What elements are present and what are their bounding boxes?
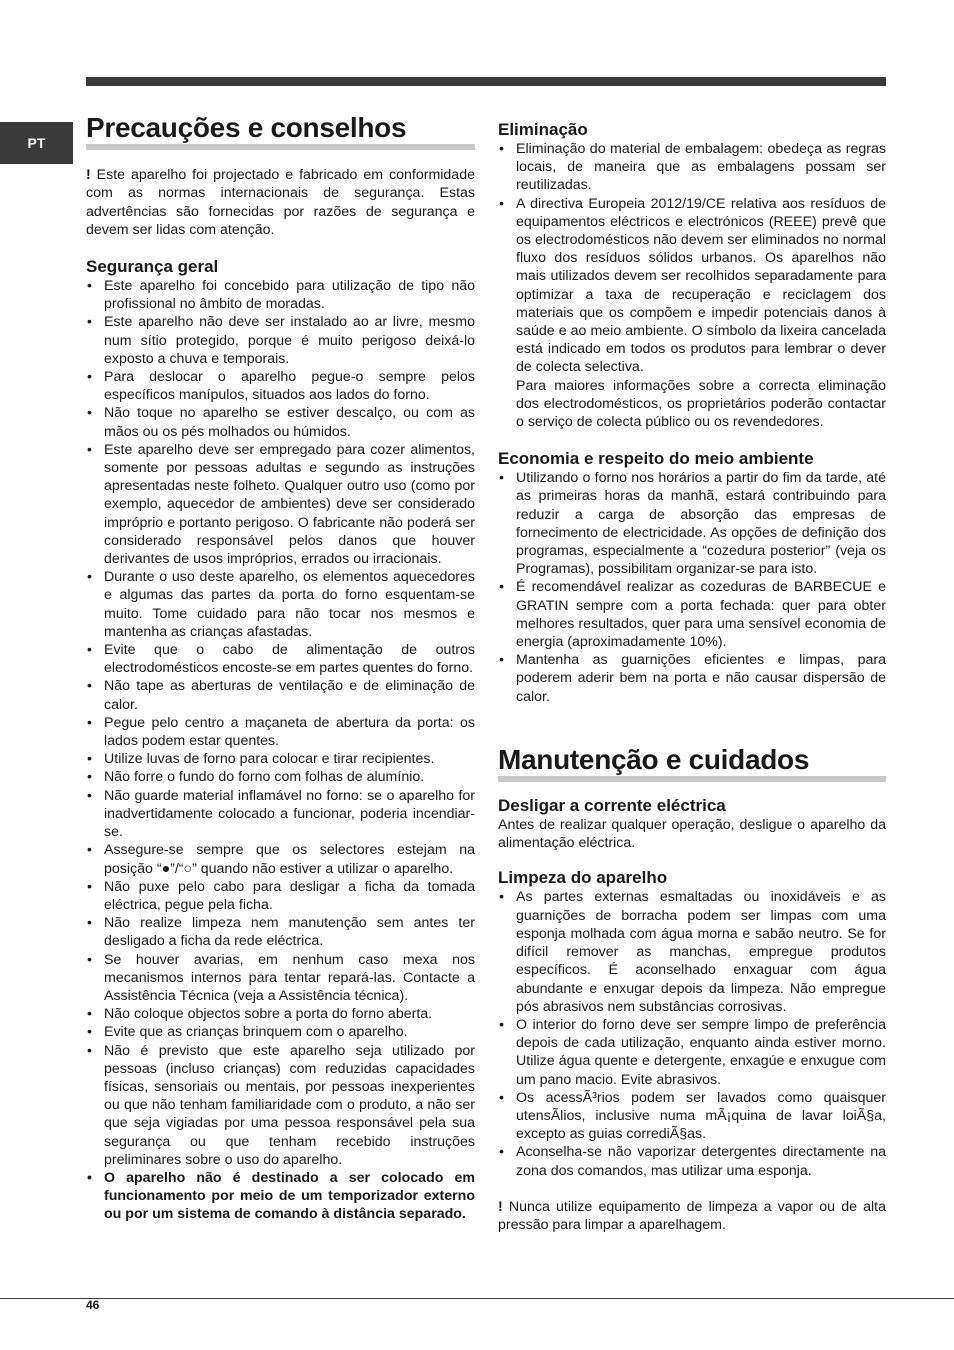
header-bar: [86, 77, 886, 86]
disposal-list: [498, 140, 886, 431]
list-item: • Utilizando o forno nos horários a partir do fim da tarde, até as primeiras horas da manhã, estará contribuindo para reduzir a carga de absorção das empresas de fornecimento de electricidade. As opções de definição dos programas, especialmente a “cozedura posterior” (veja os Programas), possibilitam organizar-se para isto.: [499, 470, 886, 578]
section-title-precautions: Precauções e conselhos: [86, 112, 475, 150]
page-number: 46: [86, 1298, 100, 1312]
safety-list: [86, 277, 475, 1224]
list-item: • Este aparelho deve ser empregado para cozer alimentos, somente por pessoas adultas e segundo as instruções apresentadas neste folheto. Qualquer outro uso (como por exemplo, aquecedor de ambientes) deve ser considerado impróprio e portanto perigoso. O fabricante não poderá ser considerado responsável pelos danos que houver derivantes de usos impróprios, errados ou irracionais.: [87, 441, 475, 568]
list-item: • Não é previsto que este aparelho seja utilizado por pessoas (incluso crianças) com reduzidas capacidades físicas, sensoriais ou mentais, por pessoas inexperientes ou que não tenham familiaridade com o produto, a não ser que seja vigiadas por uma pessoa responsável pela sua segurança ou que tenham recebido instruções preliminares sobre o uso do aparelho.: [87, 1042, 475, 1168]
list-item: • Não realize limpeza nem manutenção sem antes ter desligado a ficha da rede eléctrica.: [87, 915, 475, 950]
list-item: • As partes externas esmaltadas ou inoxidáveis e as guarnições de borracha podem ser limpas com uma esponja molhada com água morna e sabão neutro. Se for difícil remover as manchas, empregue produtos específicos. É aconselhado enxaguar com água abundante e enxugar depois da limpeza. Não empregue pós abrasivos nem substâncias corrosivas.: [499, 889, 886, 1015]
list-item: • Assegure-se sempre que os selectores estejam na posição “●”/“○” quando não estiver a utilizar o aparelho.: [87, 842, 475, 877]
power-off-text: Antes de realizar qualquer operação, desligue o aparelho da alimentação eléctrica.: [498, 817, 886, 852]
list-item: • Os acessÃ³rios podem ser lavados como quaisquer utensÃlios, inclusive numa mÃ¡quina de lavar loiÃ§a, excepto as guias corrediÃ§as.: [499, 1089, 886, 1143]
heading-general-safety: Segurança geral: [86, 257, 219, 276]
list-item: • Utilize luvas de forno para colocar e tirar recipientes.: [87, 751, 435, 768]
heading-economy: Economia e respeito do meio ambiente: [498, 449, 814, 469]
section-title-maintenance: Manutenção e cuidados: [498, 744, 886, 782]
left-column: [86, 112, 475, 1224]
intro-text: Este aparelho foi projectado e fabricado em conformidade com as normas internacionais de segurança. Estas advertências são fornecidas por razões de segurança e devem ser lidas com atenção.: [86, 167, 475, 238]
list-item: • Aconselha-se não vaporizar detergentes directamente na zona dos comandos, mas utilizar uma esponja.: [499, 1144, 886, 1179]
list-item: • Não forre o fundo do forno com folhas de alumínio.: [87, 769, 425, 786]
list-item: • Evite que o cabo de alimentação de outros electrodomésticos encoste-se em partes quentes do forno.: [87, 642, 475, 677]
list-item: • Mantenha as guarnições eficientes e limpas, para poderem aderir bem na porta e não causar dispersão de calor.: [499, 652, 886, 705]
list-item: • Eliminação do material de embalagem: obedeça as regras locais, de maneira que as embalagens possam ser reutilizadas.: [499, 141, 886, 194]
steam-warning: [498, 1198, 886, 1234]
steam-warning-text: Nunca utilize equipamento de limpeza a vapor ou de alta pressão para limpar a aparelhagem.: [498, 1198, 886, 1233]
list-item: • Não coloque objectos sobre a porta do forno aberta.: [87, 1006, 433, 1023]
list-item-continuation: Para maiores informações sobre a correcta eliminação dos electrodomésticos, os proprietários poderão contactar o serviço de colecta público ou os revendedores.: [516, 377, 886, 431]
heading-power-off: Desligar a corrente eléctrica: [498, 796, 726, 816]
heading-disposal: Eliminação: [498, 120, 588, 139]
list-item: • A directiva Europeia 2012/19/CE relativa aos resíduos de equipamentos eléctricos e electrónicos (REEE) prevê que os electrodomésticos não devem ser eliminados no normal fluxo dos resíduos sólidos urbanos. Os aparelhos não mais utilizados devem ser recolhidos separadamente para optimizar a taxa de recuperação e reciclagem dos materiais que os compõem e impedir potenciais danos à saúde e ao meio ambiente. O símbolo da lixeira cancelada está indicado em todos os produtos para lembrar o dever de colecta selectiva.: [499, 195, 886, 376]
list-item: • É recomendável realizar as cozeduras de BARBECUE e GRATIN sempre com a porta fechada: quer para obter melhores resultados, quer para uma sensível economia de energia (aproximadamente 10%).: [499, 579, 886, 651]
cleaning-list: [498, 888, 886, 1179]
list-item: • Não puxe pelo cabo para desligar a ficha da tomada eléctrica, pegue pela ficha.: [87, 878, 475, 913]
list-item: • Não toque no aparelho se estiver descalço, ou com as mãos ou os pés molhados ou húmidos.: [87, 405, 475, 440]
heading-cleaning: Limpeza do aparelho: [498, 868, 668, 888]
list-item: • Pegue pelo centro a maçaneta de abertura da porta: os lados podem estar quentes.: [87, 714, 475, 750]
economy-list: [498, 469, 886, 706]
footer-rule: [0, 1298, 954, 1299]
right-column: [498, 112, 886, 1234]
list-item: • O interior do forno deve ser sempre limpo de preferência depois de cada utilização, enquanto ainda estiver morno. Utilize água quente e detergente, enxagúe e enxugue com um pano macio. Evite abrasivos.: [499, 1016, 886, 1088]
list-item: • Não guarde material inflamável no forno: se o aparelho for inadvertidamente colocado a funcionar, poderia incendiar-se.: [87, 787, 475, 841]
warning-mark: !: [498, 1198, 503, 1215]
list-item-bold: • O aparelho não é destinado a ser colocado em funcionamento por meio de um temporizador externo ou por um sistema de comando à distância separado.: [87, 1169, 475, 1223]
intro-paragraph: [86, 166, 475, 239]
language-tab: PT: [0, 122, 73, 164]
list-item: • Este aparelho não deve ser instalado ao ar livre, mesmo num sítio protegido, porque é muito perigoso deixá-lo exposto a chuva e temporais.: [87, 314, 475, 367]
list-item: • Durante o uso deste aparelho, os elementos aquecedores e algumas das partes da porta do forno esquentam-se muito. Tome cuidado para não tocar nos mesmos e mantenha as crianças afastadas.: [87, 569, 475, 640]
list-item: • Este aparelho foi concebido para utilização de tipo não profissional no âmbito de moradas.: [87, 278, 475, 313]
list-item: • Se houver avarias, em nenhum caso mexa nos mecanismos internos para tentar repará-las. Contacte a Assistência Técnica (veja a Assistência técnica).: [87, 951, 475, 1004]
list-item: • Para deslocar o aparelho pegue-o sempre pelos específicos manípulos, situados aos lados do forno.: [87, 369, 475, 404]
list-item: • Evite que as crianças brinquem com o aparelho.: [87, 1024, 408, 1041]
warning-mark: !: [86, 167, 91, 184]
list-item: • Não tape as aberturas de ventilação e de eliminação de calor.: [87, 678, 475, 713]
